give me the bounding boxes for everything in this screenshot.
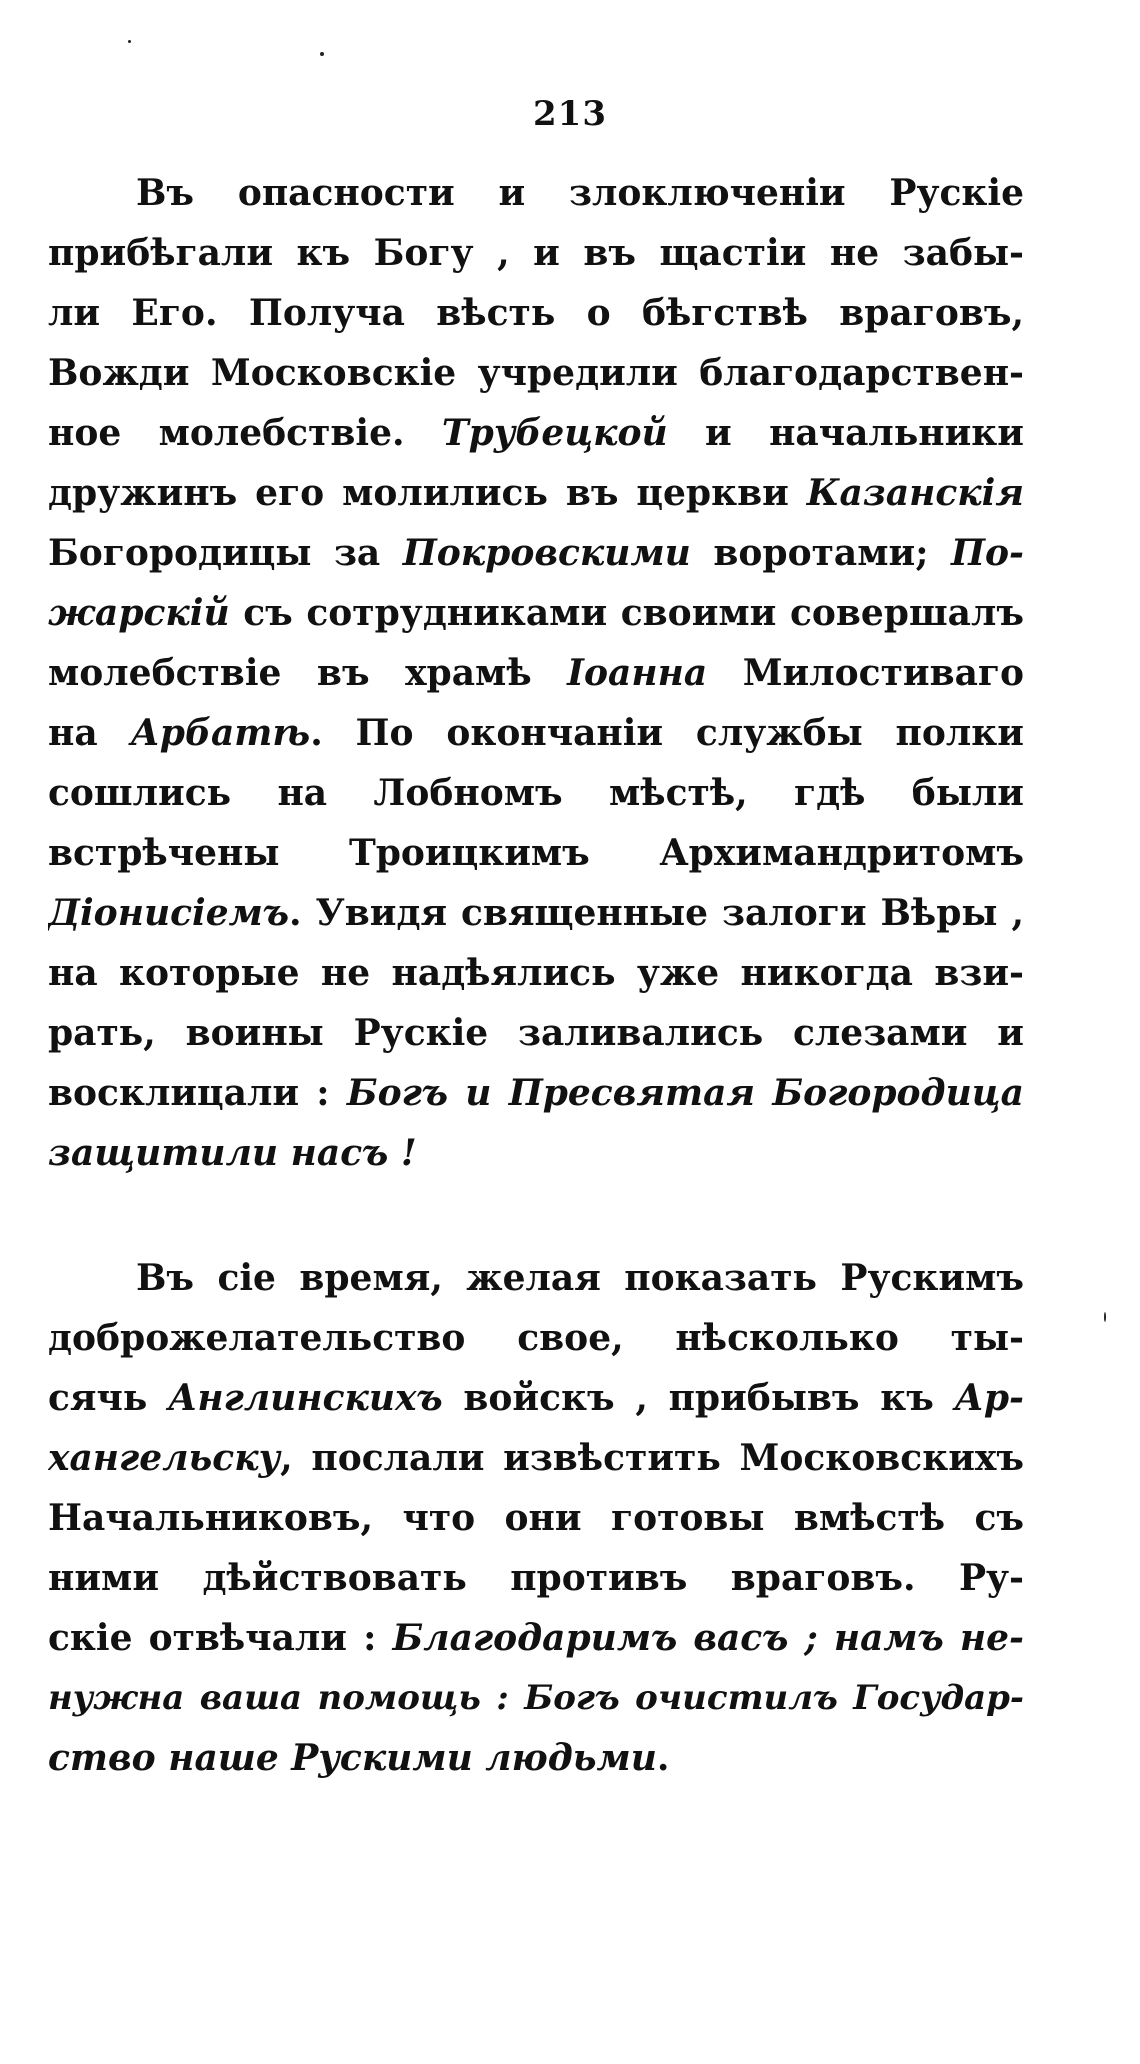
text-line xyxy=(48,1608,1024,1668)
text-line xyxy=(48,943,1024,1003)
text-line xyxy=(48,1368,1024,1428)
text-line xyxy=(48,1248,1024,1308)
text-segment: Начальниковъ, что они готовы вмѣстѣ съ xyxy=(48,1497,1024,1539)
italic-text: Богъ и Пресвятая Богородица xyxy=(346,1072,1024,1114)
text-segment: на xyxy=(48,712,131,754)
print-speck xyxy=(128,40,131,43)
page-number: 213 xyxy=(533,94,607,134)
paragraph-1 xyxy=(48,163,1024,1183)
text-line xyxy=(48,1063,1024,1123)
text-segment: встрѣчены Троицкимъ Архимандритомъ xyxy=(48,832,1024,874)
text-line xyxy=(48,643,1024,703)
text-segment: и начальники xyxy=(667,412,1024,454)
text-segment: прибѣгали къ Богу , и въ щастіи не забы- xyxy=(48,232,1024,274)
text-line xyxy=(48,883,1024,943)
italic-text: Благодаримъ васъ ; намъ не- xyxy=(392,1617,1024,1659)
italic-text: жарскій xyxy=(48,592,230,634)
italic-text: защитили насъ ! xyxy=(48,1132,417,1174)
print-speck xyxy=(320,52,324,56)
text-segment: ли Его. Получа вѣсть о бѣгствѣ враговъ, xyxy=(48,292,1024,334)
text-segment: рать, воины Рускіе заливались слезами и xyxy=(48,1012,1024,1054)
text-line xyxy=(48,463,1024,523)
text-line xyxy=(48,343,1024,403)
text-line xyxy=(48,1668,1024,1728)
italic-text: По- xyxy=(951,532,1024,574)
text-segment: Милостиваго xyxy=(707,652,1024,694)
text-segment: Богородицы за xyxy=(48,532,403,574)
text-line xyxy=(48,1123,1024,1183)
italic-text: хангельску xyxy=(48,1437,281,1479)
text-line xyxy=(48,583,1024,643)
print-speck xyxy=(1104,1312,1106,1322)
text-line xyxy=(48,1308,1024,1368)
text-line xyxy=(48,163,1024,223)
italic-text: Богъ очистилъ Государ- xyxy=(524,1678,1024,1718)
text-segment: доброжелательство свое, нѣсколько ты- xyxy=(48,1317,1024,1359)
text-segment: . Увидя священные залоги Вѣры , xyxy=(289,892,1024,934)
text-segment: войскъ , прибывъ къ xyxy=(442,1377,955,1419)
text-segment xyxy=(509,1678,524,1718)
text-line xyxy=(48,283,1024,343)
text-segment: съ сотрудниками своими совершалъ xyxy=(229,592,1024,634)
text-line xyxy=(48,823,1024,883)
text-line xyxy=(48,1488,1024,1548)
text-segment: Въ опасности и злоключеніи Рускіе xyxy=(136,172,1024,214)
text-line xyxy=(48,403,1024,463)
text-segment: восклицали : xyxy=(48,1072,347,1114)
text-segment: . По окончаніи службы полки xyxy=(310,712,1024,754)
text-line xyxy=(48,1003,1024,1063)
paragraph-2 xyxy=(48,1248,1024,1788)
italic-text: ство наше Рускими людьми xyxy=(48,1737,657,1779)
italic-text: Арбатѣ xyxy=(130,712,311,754)
text-line xyxy=(48,1548,1024,1608)
text-segment: ное молебствіе. xyxy=(48,412,442,454)
italic-text: Ар- xyxy=(954,1377,1024,1419)
text-segment: молебствіе въ храмѣ xyxy=(48,652,568,694)
text-line xyxy=(48,703,1024,763)
text-segment: сячь xyxy=(48,1377,168,1419)
text-segment: , послали извѣстить Московскихъ xyxy=(280,1437,1024,1479)
text-segment: сошлись на Лобномъ мѣстѣ, гдѣ были xyxy=(48,772,1024,814)
text-line xyxy=(48,1728,1024,1788)
italic-text: нужна ваша помощь : xyxy=(48,1678,509,1718)
text-segment: дружинъ его молились въ церкви xyxy=(48,472,807,514)
text-segment: на которые не надѣялись уже никогда взи- xyxy=(48,952,1024,994)
text-segment: Вожди Московскіе учредили благодарствен- xyxy=(48,352,1024,394)
italic-text: Діонисіемъ xyxy=(48,892,290,934)
italic-text: Трубецкой xyxy=(441,412,668,454)
text-segment: . xyxy=(656,1737,670,1779)
italic-text: Іоанна xyxy=(567,652,708,694)
text-segment: Въ сіе время, желая показать Рускимъ xyxy=(136,1257,1024,1299)
italic-text: Англинскихъ xyxy=(168,1377,443,1419)
text-line xyxy=(48,763,1024,823)
text-line xyxy=(48,523,1024,583)
text-segment: скіе отвѣчали : xyxy=(48,1617,393,1659)
text-line xyxy=(48,223,1024,283)
text-line xyxy=(48,1428,1024,1488)
text-segment: воротами; xyxy=(690,532,952,574)
italic-text: Казанскія xyxy=(806,472,1024,514)
text-segment: ними дѣйствовать противъ враговъ. Ру- xyxy=(48,1557,1024,1599)
italic-text: Покровскими xyxy=(402,532,691,574)
